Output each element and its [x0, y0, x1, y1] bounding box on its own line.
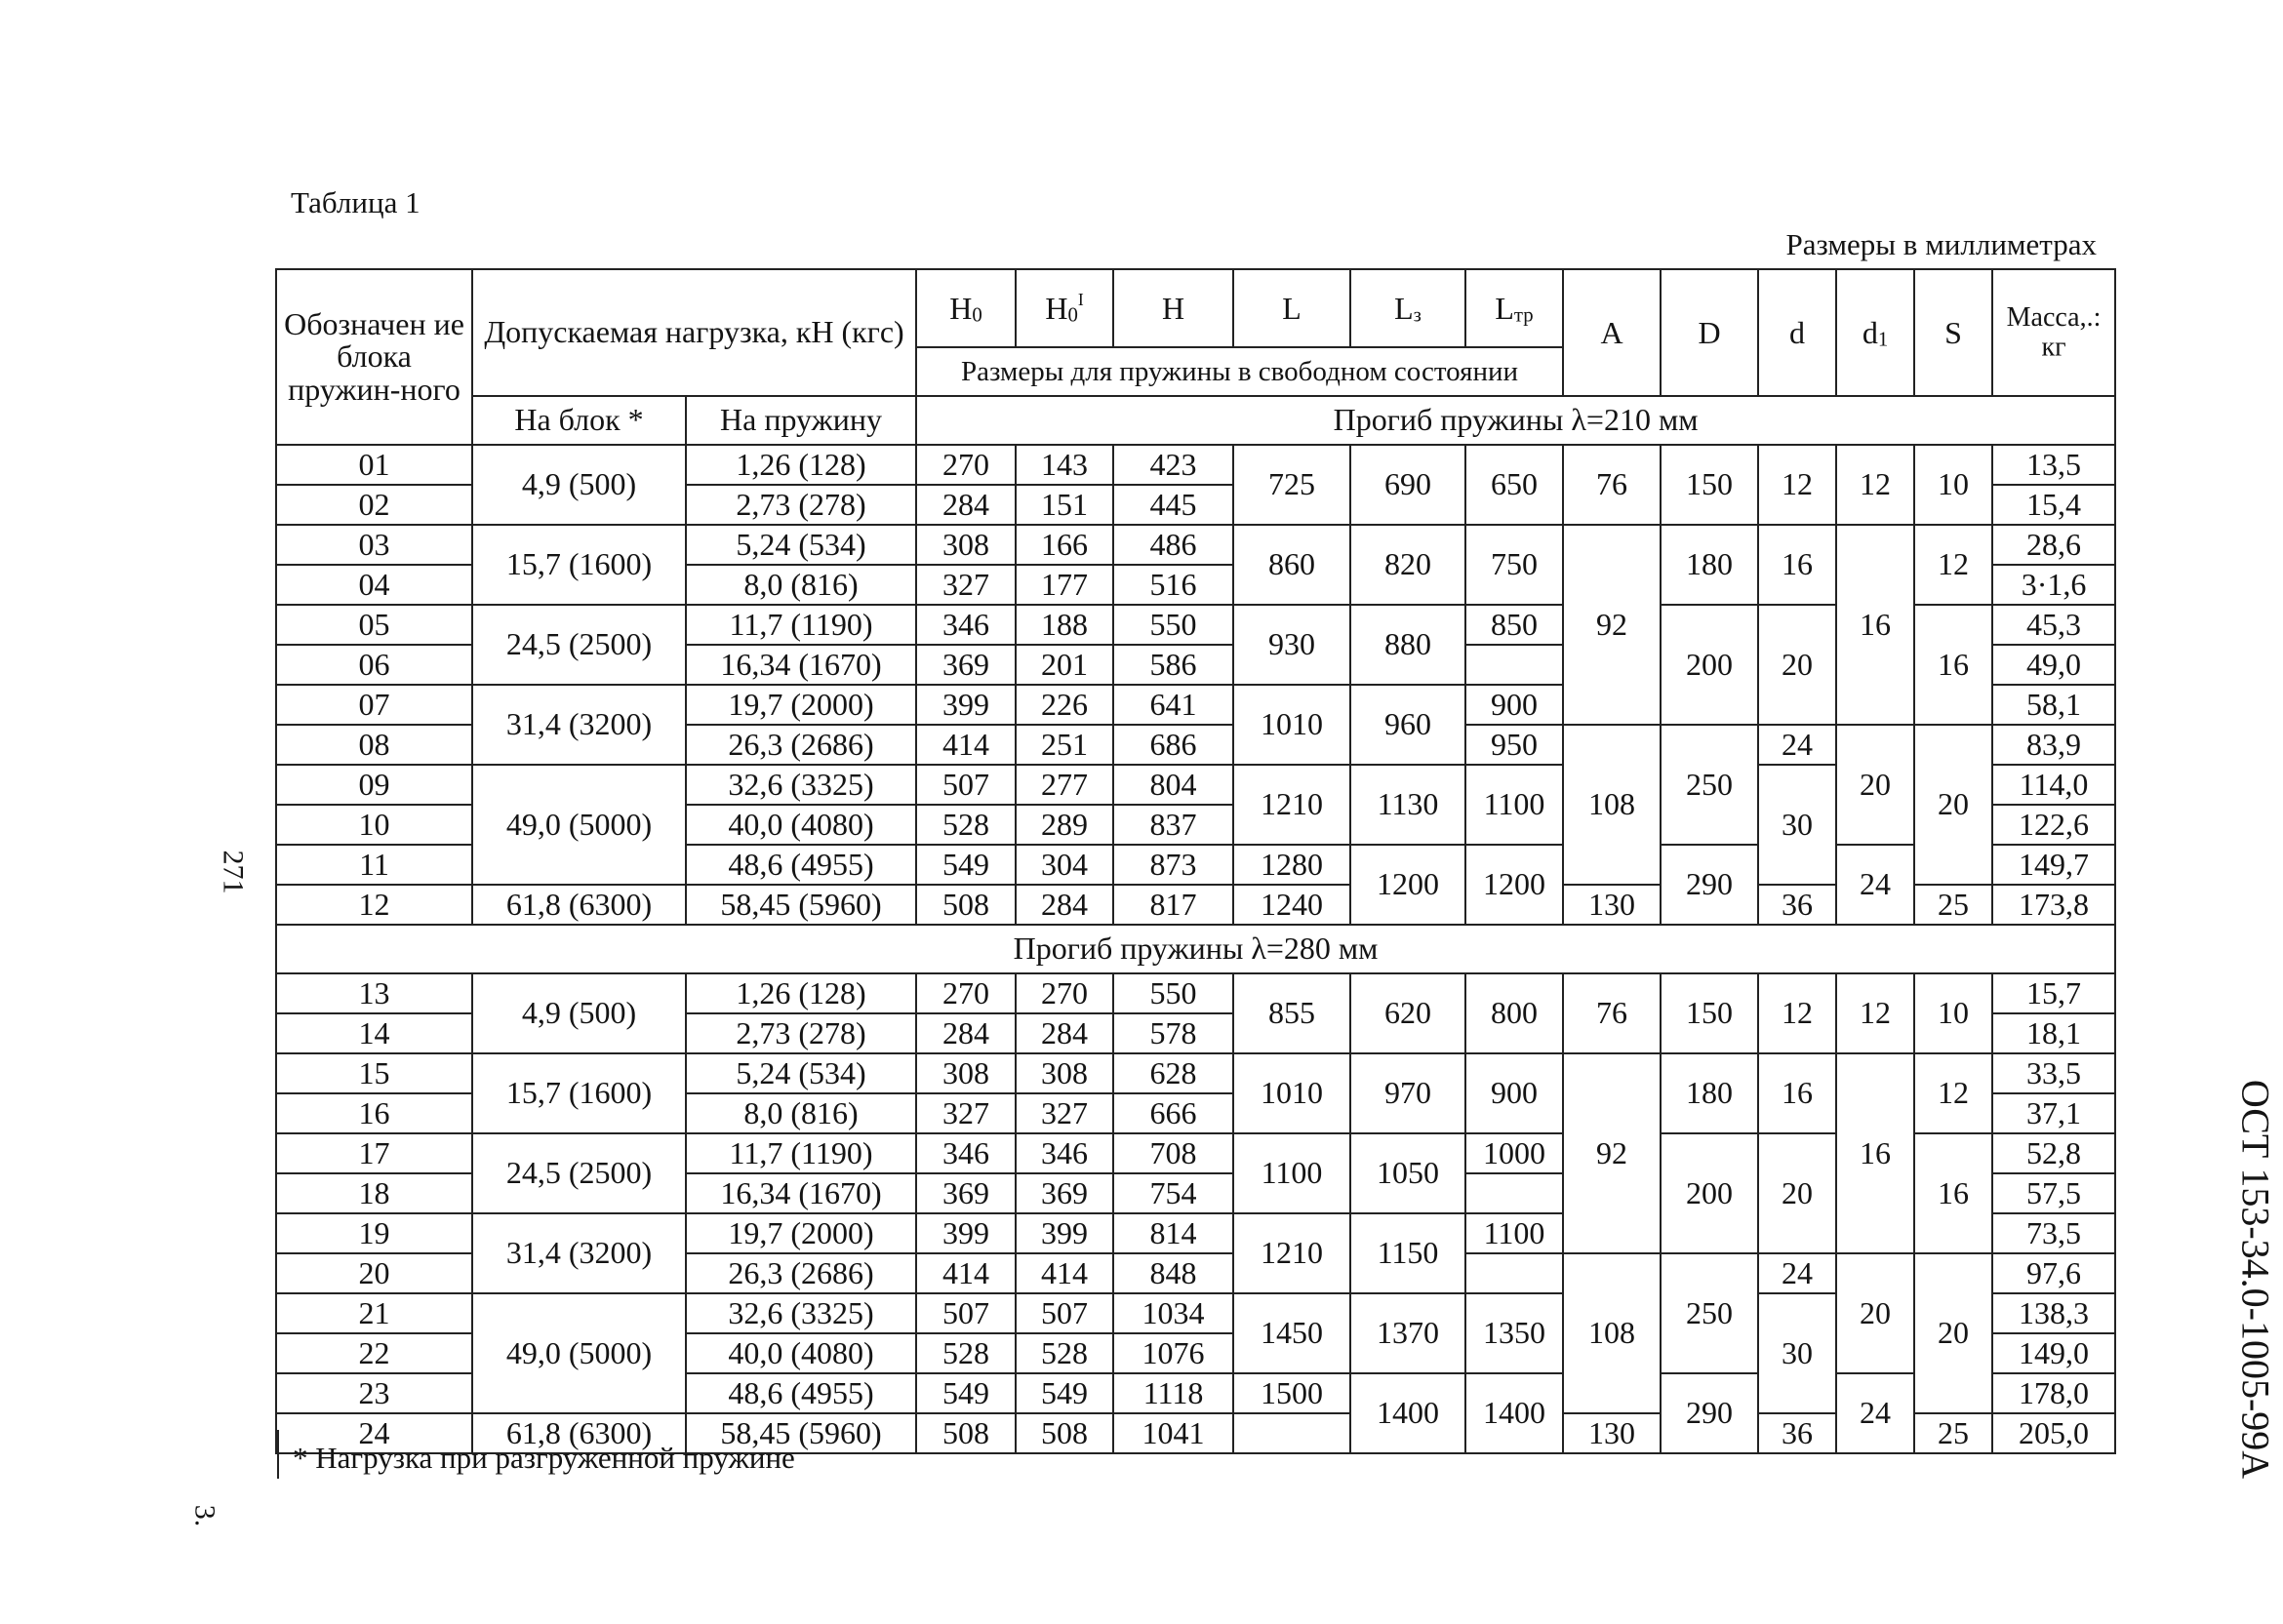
- table-cell: 1350: [1465, 1293, 1563, 1373]
- table-cell: 49,0 (5000): [472, 765, 686, 885]
- table-cell: 1000: [1465, 1133, 1563, 1173]
- table-cell: 17: [276, 1133, 472, 1173]
- table-cell: 16: [1836, 525, 1914, 725]
- table-cell: [1465, 1253, 1563, 1293]
- table-cell: 37,1: [1992, 1093, 2115, 1133]
- table-cell: 188: [1016, 605, 1113, 645]
- table-cell: 346: [916, 1133, 1016, 1173]
- table-cell: 16: [1836, 1053, 1914, 1253]
- table-cell: 92: [1563, 525, 1661, 725]
- table-cell: 01: [276, 445, 472, 485]
- table-cell: 620: [1350, 973, 1465, 1053]
- table-cell: 15,7: [1992, 973, 2115, 1013]
- table-cell: 143: [1016, 445, 1113, 485]
- table-cell: 40,0 (4080): [686, 1333, 916, 1373]
- table-cell: 57,5: [1992, 1173, 2115, 1213]
- table-cell: 2,73 (278): [686, 485, 916, 525]
- table-cell: 1240: [1233, 885, 1350, 925]
- table-cell: 507: [916, 1293, 1016, 1333]
- table-cell: 950: [1465, 725, 1563, 765]
- table-cell: 76: [1563, 445, 1661, 525]
- col-header-h0: H0: [916, 269, 1016, 347]
- table-cell: 725: [1233, 445, 1350, 525]
- table-cell: 200: [1661, 605, 1758, 725]
- table-cell: 1010: [1233, 1053, 1350, 1133]
- table-cell: 346: [1016, 1133, 1113, 1173]
- table-cell: 149,7: [1992, 845, 2115, 885]
- free-state-header: Размеры для пружины в свободном состоянии: [916, 347, 1563, 396]
- table-cell: 308: [916, 525, 1016, 565]
- table-cell: 15,7 (1600): [472, 525, 686, 605]
- table-cell: [1465, 1173, 1563, 1213]
- table-cell: 58,45 (5960): [686, 1413, 916, 1453]
- table-cell: 23: [276, 1373, 472, 1413]
- table-cell: [1465, 645, 1563, 685]
- table-row: [276, 445, 2115, 485]
- table-cell: 1118: [1113, 1373, 1233, 1413]
- document-code: ОСТ 153-34.0-1005-99А: [2233, 1079, 2278, 1480]
- table-cell: 19,7 (2000): [686, 685, 916, 725]
- col-header-d-upper: D: [1661, 269, 1758, 396]
- table-cell: 97,6: [1992, 1253, 2115, 1293]
- table-cell: 149,0: [1992, 1333, 2115, 1373]
- table-cell: 250: [1661, 1253, 1758, 1373]
- table-cell: 1076: [1113, 1333, 1233, 1373]
- table-cell: 5,24 (534): [686, 525, 916, 565]
- table-cell: 516: [1113, 565, 1233, 605]
- table-cell: 49,0 (5000): [472, 1293, 686, 1413]
- table-cell: 1,26 (128): [686, 445, 916, 485]
- table-cell: 284: [916, 1013, 1016, 1053]
- table-header: [276, 269, 2115, 445]
- table-cell: 73,5: [1992, 1213, 2115, 1253]
- table-cell: 1210: [1233, 765, 1350, 845]
- table-cell: 114,0: [1992, 765, 2115, 805]
- table-cell: 1100: [1465, 765, 1563, 845]
- table-cell: 1200: [1465, 845, 1563, 925]
- table-cell: 151: [1016, 485, 1113, 525]
- section-title-280: Прогиб пружины λ=280 мм: [276, 925, 2115, 973]
- col-header-lz: Lз: [1350, 269, 1465, 347]
- table-cell: 24: [276, 1413, 472, 1453]
- table-cell: 1150: [1350, 1213, 1465, 1293]
- table-cell: 8,0 (816): [686, 1093, 916, 1133]
- table-cell: 45,3: [1992, 605, 2115, 645]
- table-cell: 12: [1836, 973, 1914, 1053]
- table-cell: 18: [276, 1173, 472, 1213]
- table-cell: 284: [1016, 885, 1113, 925]
- table-cell: 414: [1016, 1253, 1113, 1293]
- table-cell: 15: [276, 1053, 472, 1093]
- table-cell: 31,4 (3200): [472, 1213, 686, 1293]
- table-cell: 20: [1914, 725, 1992, 885]
- table-cell: 814: [1113, 1213, 1233, 1253]
- col-header-d1: d1: [1836, 269, 1914, 396]
- table-cell: 05: [276, 605, 472, 645]
- table-cell: 399: [916, 1213, 1016, 1253]
- table-row: [276, 973, 2115, 1013]
- per-spring-header: На пружину: [686, 396, 916, 445]
- col-header-d: d: [1758, 269, 1836, 396]
- table-cell: 304: [1016, 845, 1113, 885]
- table-cell: 16,34 (1670): [686, 1173, 916, 1213]
- table-cell: 750: [1465, 525, 1563, 605]
- table-cell: 16: [1914, 1133, 1992, 1253]
- table-cell: 92: [1563, 1053, 1661, 1253]
- table-cell: 21: [276, 1293, 472, 1333]
- table-cell: 138,3: [1992, 1293, 2115, 1333]
- load-header: Допускаемая нагрузка, кН (кгс): [472, 269, 916, 396]
- col-header-l: L: [1233, 269, 1350, 347]
- table-cell: 173,8: [1992, 885, 2115, 925]
- table-cell: 800: [1465, 973, 1563, 1053]
- table-cell: 289: [1016, 805, 1113, 845]
- table-cell: 32,6 (3325): [686, 765, 916, 805]
- table-cell: 270: [916, 973, 1016, 1013]
- table-cell: 24: [1758, 1253, 1836, 1293]
- table-cell: 24: [1758, 725, 1836, 765]
- table-cell: 1041: [1113, 1413, 1233, 1453]
- table-cell: 12: [276, 885, 472, 925]
- table-cell: 860: [1233, 525, 1350, 605]
- table-cell: 36: [1758, 1413, 1836, 1453]
- table-cell: 10: [276, 805, 472, 845]
- table-cell: 48,6 (4955): [686, 845, 916, 885]
- table-cell: 960: [1350, 685, 1465, 765]
- table-cell: 22: [276, 1333, 472, 1373]
- table-cell: 12: [1758, 973, 1836, 1053]
- table-cell: 284: [1016, 1013, 1113, 1053]
- table-cell: 308: [1016, 1053, 1113, 1093]
- table-cell: 1400: [1465, 1373, 1563, 1453]
- table-cell: 550: [1113, 605, 1233, 645]
- table-cell: 327: [1016, 1093, 1113, 1133]
- table-cell: 36: [1758, 885, 1836, 925]
- table-cell: 16: [1914, 605, 1992, 725]
- table-cell: 03: [276, 525, 472, 565]
- table-cell: 4,9 (500): [472, 973, 686, 1053]
- table-cell: 30: [1758, 1293, 1836, 1413]
- table-cell: 508: [916, 885, 1016, 925]
- table-cell: 33,5: [1992, 1053, 2115, 1093]
- table-cell: 1500: [1233, 1373, 1350, 1413]
- table-cell: 1200: [1350, 845, 1465, 925]
- page-number: 271: [217, 850, 250, 894]
- table-cell: 1100: [1465, 1213, 1563, 1253]
- table-cell: 20: [1836, 1253, 1914, 1373]
- table-cell: 873: [1113, 845, 1233, 885]
- table-cell: 52,8: [1992, 1133, 2115, 1173]
- table-cell: 83,9: [1992, 725, 2115, 765]
- table-cell: 31,4 (3200): [472, 685, 686, 765]
- table-cell: 28,6: [1992, 525, 2115, 565]
- table-cell: 20: [1758, 1133, 1836, 1253]
- table-cell: 628: [1113, 1053, 1233, 1093]
- table-cell: 25: [1914, 885, 1992, 925]
- table-cell: 970: [1350, 1053, 1465, 1133]
- table-cell: 930: [1233, 605, 1350, 685]
- table-cell: 528: [916, 1333, 1016, 1373]
- corner-mark: 3.: [188, 1504, 221, 1527]
- table-cell: 48,6 (4955): [686, 1373, 916, 1413]
- footnote-border: [277, 1430, 279, 1479]
- table-cell: [1233, 1413, 1350, 1453]
- table-cell: 549: [916, 1373, 1016, 1413]
- table-cell: 19: [276, 1213, 472, 1253]
- table-cell: 09: [276, 765, 472, 805]
- designation-header: Обозначен ие блока пружин-ного: [276, 269, 472, 445]
- table-cell: 04: [276, 565, 472, 605]
- table-cell: 369: [916, 1173, 1016, 1213]
- spring-block-table: [275, 268, 2116, 1454]
- table-cell: 686: [1113, 725, 1233, 765]
- section-210-body: [276, 445, 2115, 925]
- table-cell: 20: [1836, 725, 1914, 845]
- table-cell: 32,6 (3325): [686, 1293, 916, 1333]
- table-cell: 5,24 (534): [686, 1053, 916, 1093]
- table-cell: 308: [916, 1053, 1016, 1093]
- table-cell: 13,5: [1992, 445, 2115, 485]
- table-cell: 49,0: [1992, 645, 2115, 685]
- table-cell: 586: [1113, 645, 1233, 685]
- table-cell: 14: [276, 1013, 472, 1053]
- table-cell: 20: [276, 1253, 472, 1293]
- table-cell: 11,7 (1190): [686, 605, 916, 645]
- table-cell: 445: [1113, 485, 1233, 525]
- table-cell: 58,1: [1992, 685, 2115, 725]
- table-cell: 58,45 (5960): [686, 885, 916, 925]
- table-cell: 150: [1661, 445, 1758, 525]
- table-cell: 30: [1758, 765, 1836, 885]
- table-cell: 16: [1758, 1053, 1836, 1133]
- col-header-s: S: [1914, 269, 1992, 396]
- table-cell: 40,0 (4080): [686, 805, 916, 845]
- table-cell: 528: [1016, 1333, 1113, 1373]
- table-cell: 10: [1914, 973, 1992, 1053]
- table-cell: 150: [1661, 973, 1758, 1053]
- table-cell: 650: [1465, 445, 1563, 525]
- table-cell: 226: [1016, 685, 1113, 725]
- table-cell: 02: [276, 485, 472, 525]
- table-cell: 880: [1350, 605, 1465, 685]
- per-block-header: На блок *: [472, 396, 686, 445]
- table-cell: 855: [1233, 973, 1350, 1053]
- table-cell: 108: [1563, 1253, 1661, 1413]
- table-cell: 24,5 (2500): [472, 1133, 686, 1213]
- table-cell: 61,8 (6300): [472, 1413, 686, 1453]
- table-row: [276, 525, 2115, 565]
- table-cell: 10: [1914, 445, 1992, 525]
- table-cell: 346: [916, 605, 1016, 645]
- col-header-a: A: [1563, 269, 1661, 396]
- table-cell: 369: [1016, 1173, 1113, 1213]
- table-cell: 414: [916, 1253, 1016, 1293]
- col-header-ltr: Lтр: [1465, 269, 1563, 347]
- table-cell: 850: [1465, 605, 1563, 645]
- table-cell: 15,4: [1992, 485, 2115, 525]
- table-cell: 754: [1113, 1173, 1233, 1213]
- table-cell: 251: [1016, 725, 1113, 765]
- table-cell: 26,3 (2686): [686, 1253, 916, 1293]
- table-cell: 399: [1016, 1213, 1113, 1253]
- table-cell: 122,6: [1992, 805, 2115, 845]
- table-cell: 8,0 (816): [686, 565, 916, 605]
- table-cell: 848: [1113, 1253, 1233, 1293]
- footnote: * Нагрузка при разгруженной пружине: [293, 1441, 795, 1475]
- table-cell: 108: [1563, 725, 1661, 885]
- table-cell: 290: [1661, 1373, 1758, 1453]
- table-cell: 1210: [1233, 1213, 1350, 1293]
- table-cell: 508: [916, 1413, 1016, 1453]
- table-cell: 06: [276, 645, 472, 685]
- table-cell: 61,8 (6300): [472, 885, 686, 925]
- table-cell: 507: [1016, 1293, 1113, 1333]
- table-cell: 16: [1758, 525, 1836, 605]
- table-cell: 24: [1836, 845, 1914, 925]
- table-cell: 820: [1350, 525, 1465, 605]
- table-cell: 130: [1563, 1413, 1661, 1453]
- table-cell: 08: [276, 725, 472, 765]
- col-header-mass: Масса,.: кг: [1992, 269, 2115, 396]
- table-row: [276, 1053, 2115, 1093]
- table-cell: 25: [1914, 1413, 1992, 1453]
- table-cell: 1400: [1350, 1373, 1465, 1453]
- table-cell: 327: [916, 1093, 1016, 1133]
- table-cell: 804: [1113, 765, 1233, 805]
- table-cell: 1130: [1350, 765, 1465, 845]
- table-cell: 327: [916, 565, 1016, 605]
- table-caption: Таблица 1: [291, 185, 421, 219]
- units-note: Размеры в миллиметрах: [1785, 227, 2097, 261]
- table-cell: 26,3 (2686): [686, 725, 916, 765]
- table-cell: 900: [1465, 685, 1563, 725]
- table-cell: 178,0: [1992, 1373, 2115, 1413]
- table-cell: 641: [1113, 685, 1233, 725]
- table-cell: 817: [1113, 885, 1233, 925]
- table-cell: 12: [1914, 1053, 1992, 1133]
- table-cell: 180: [1661, 1053, 1758, 1133]
- table-cell: 486: [1113, 525, 1233, 565]
- table-cell: 76: [1563, 973, 1661, 1053]
- table-cell: 1280: [1233, 845, 1350, 885]
- table-cell: 708: [1113, 1133, 1233, 1173]
- table-cell: 177: [1016, 565, 1113, 605]
- table-cell: 284: [916, 485, 1016, 525]
- table-cell: 250: [1661, 725, 1758, 845]
- table-cell: 18,1: [1992, 1013, 2115, 1053]
- table-cell: 578: [1113, 1013, 1233, 1053]
- table-cell: 180: [1661, 525, 1758, 605]
- table-cell: 528: [916, 805, 1016, 845]
- table-cell: 13: [276, 973, 472, 1013]
- table-cell: 837: [1113, 805, 1233, 845]
- table-cell: 507: [916, 765, 1016, 805]
- table-cell: 1034: [1113, 1293, 1233, 1333]
- table-cell: 15,7 (1600): [472, 1053, 686, 1133]
- table-cell: 369: [916, 645, 1016, 685]
- table-cell: 690: [1350, 445, 1465, 525]
- table-cell: 290: [1661, 845, 1758, 925]
- table-cell: 24,5 (2500): [472, 605, 686, 685]
- table-cell: 1100: [1233, 1133, 1350, 1213]
- col-header-h: H: [1113, 269, 1233, 347]
- table-cell: 1450: [1233, 1293, 1350, 1373]
- table-cell: 270: [1016, 973, 1113, 1013]
- table-cell: 1050: [1350, 1133, 1465, 1213]
- table-cell: 12: [1914, 525, 1992, 605]
- table-cell: 549: [916, 845, 1016, 885]
- table-cell: 1010: [1233, 685, 1350, 765]
- table-cell: 1370: [1350, 1293, 1465, 1373]
- table-cell: 24: [1836, 1373, 1914, 1453]
- table-cell: 4,9 (500): [472, 445, 686, 525]
- table-cell: 549: [1016, 1373, 1113, 1413]
- table-cell: 277: [1016, 765, 1113, 805]
- table-cell: 550: [1113, 973, 1233, 1013]
- table-cell: 423: [1113, 445, 1233, 485]
- table-cell: 12: [1836, 445, 1914, 525]
- table-cell: 16,34 (1670): [686, 645, 916, 685]
- table-cell: 07: [276, 685, 472, 725]
- section-280-body: [276, 973, 2115, 1453]
- table-cell: 1,26 (128): [686, 973, 916, 1013]
- table-cell: 166: [1016, 525, 1113, 565]
- section-280-header: [276, 925, 2115, 973]
- col-header-h0i: $H0^I$: [1016, 269, 1113, 347]
- table-cell: 900: [1465, 1053, 1563, 1133]
- table-cell: 201: [1016, 645, 1113, 685]
- table-cell: 11: [276, 845, 472, 885]
- table-cell: 508: [1016, 1413, 1113, 1453]
- table-cell: 12: [1758, 445, 1836, 525]
- table-cell: 666: [1113, 1093, 1233, 1133]
- section-title-210: Прогиб пружины λ=210 мм: [916, 396, 2115, 445]
- table-cell: 11,7 (1190): [686, 1133, 916, 1173]
- table-cell: 2,73 (278): [686, 1013, 916, 1053]
- table-cell: 200: [1661, 1133, 1758, 1253]
- table-cell: 20: [1914, 1253, 1992, 1413]
- table-cell: 20: [1758, 605, 1836, 725]
- table-cell: 16: [276, 1093, 472, 1133]
- table-cell: 3·1,6: [1992, 565, 2115, 605]
- table-cell: 270: [916, 445, 1016, 485]
- table-cell: 414: [916, 725, 1016, 765]
- table-cell: 399: [916, 685, 1016, 725]
- table-cell: 205,0: [1992, 1413, 2115, 1453]
- table-cell: 19,7 (2000): [686, 1213, 916, 1253]
- table-cell: 130: [1563, 885, 1661, 925]
